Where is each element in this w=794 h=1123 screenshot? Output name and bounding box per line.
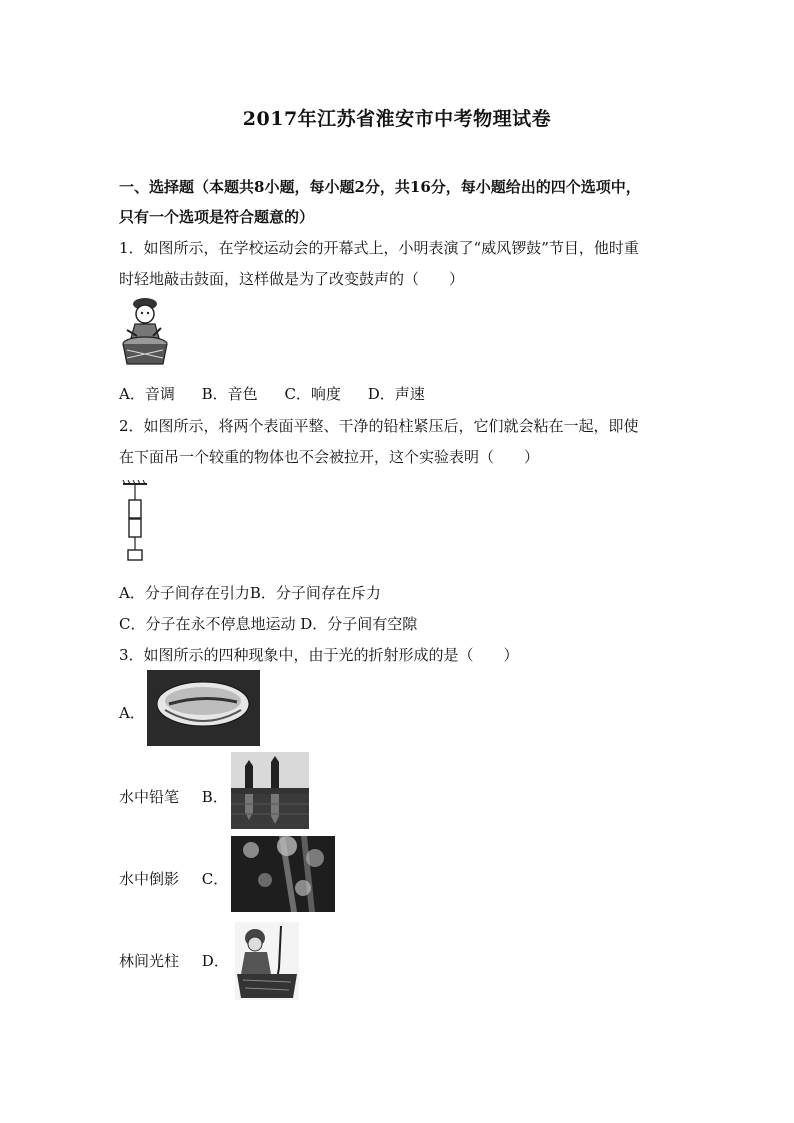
q1-option-b[interactable]: B．音色 (201, 385, 258, 403)
q1-options (119, 383, 425, 404)
forest-light-photo (231, 836, 335, 912)
section-heading-line2: 只有一个选项是符合题意的） (119, 208, 315, 226)
q1-text-line2: 时轻地敲击鼓面，这样做是为了改变鼓声的（ ） (119, 270, 465, 288)
q3-caption-c: 林间光柱 (119, 952, 180, 970)
q3-row-c (119, 868, 228, 889)
q1-option-c[interactable]: C．响度 (284, 385, 341, 403)
q3-option-b-label[interactable]: B． (201, 788, 228, 806)
section-heading-line1: 一、选择题（本题共8小题，每小题2分，共16分，每小题给出的四个选项中， (119, 178, 641, 196)
q1-option-d[interactable]: D．声速 (367, 385, 425, 403)
bowl-photo (147, 670, 260, 746)
page-title: 2017年江苏省淮安市中考物理试卷 (242, 108, 552, 130)
q2-options-row1: A．分子间存在引力B．分子间存在斥力 (119, 584, 381, 602)
q3-option-a-label[interactable]: A． (119, 704, 145, 722)
q3-row-d (119, 950, 229, 971)
q2-options-row2: C．分子在永不停息地运动 D．分子间有空隙 (119, 615, 418, 633)
q2-text-line2: 在下面吊一个较重的物体也不会被拉开，这个实验表明（ ） (119, 448, 540, 466)
q3-text-line1: 3．如图所示的四种现象中，由于光的折射形成的是（ ） (119, 646, 519, 664)
q3-caption-b: 水中倒影 (119, 870, 180, 888)
q1-text-line1: 1．如图所示，在学校运动会的开幕式上，小明表演了“威风锣鼓”节目，他时重 (119, 239, 639, 257)
reflection-photo (231, 752, 309, 829)
q3-caption-a: 水中铅笔 (119, 788, 180, 806)
drummer-figure (117, 294, 171, 368)
q3-option-d-label[interactable]: D． (201, 952, 229, 970)
q3-option-c-label[interactable]: C． (201, 870, 229, 888)
pencil-in-water-photo (235, 922, 299, 1000)
q3-row-b (119, 786, 228, 807)
q1-option-a[interactable]: A．音调 (119, 385, 175, 403)
q2-text-line1: 2．如图所示，将两个表面平整、干净的铅柱紧压后，它们就会粘在一起，即使 (119, 417, 639, 435)
lead-cylinders-figure (121, 480, 151, 564)
